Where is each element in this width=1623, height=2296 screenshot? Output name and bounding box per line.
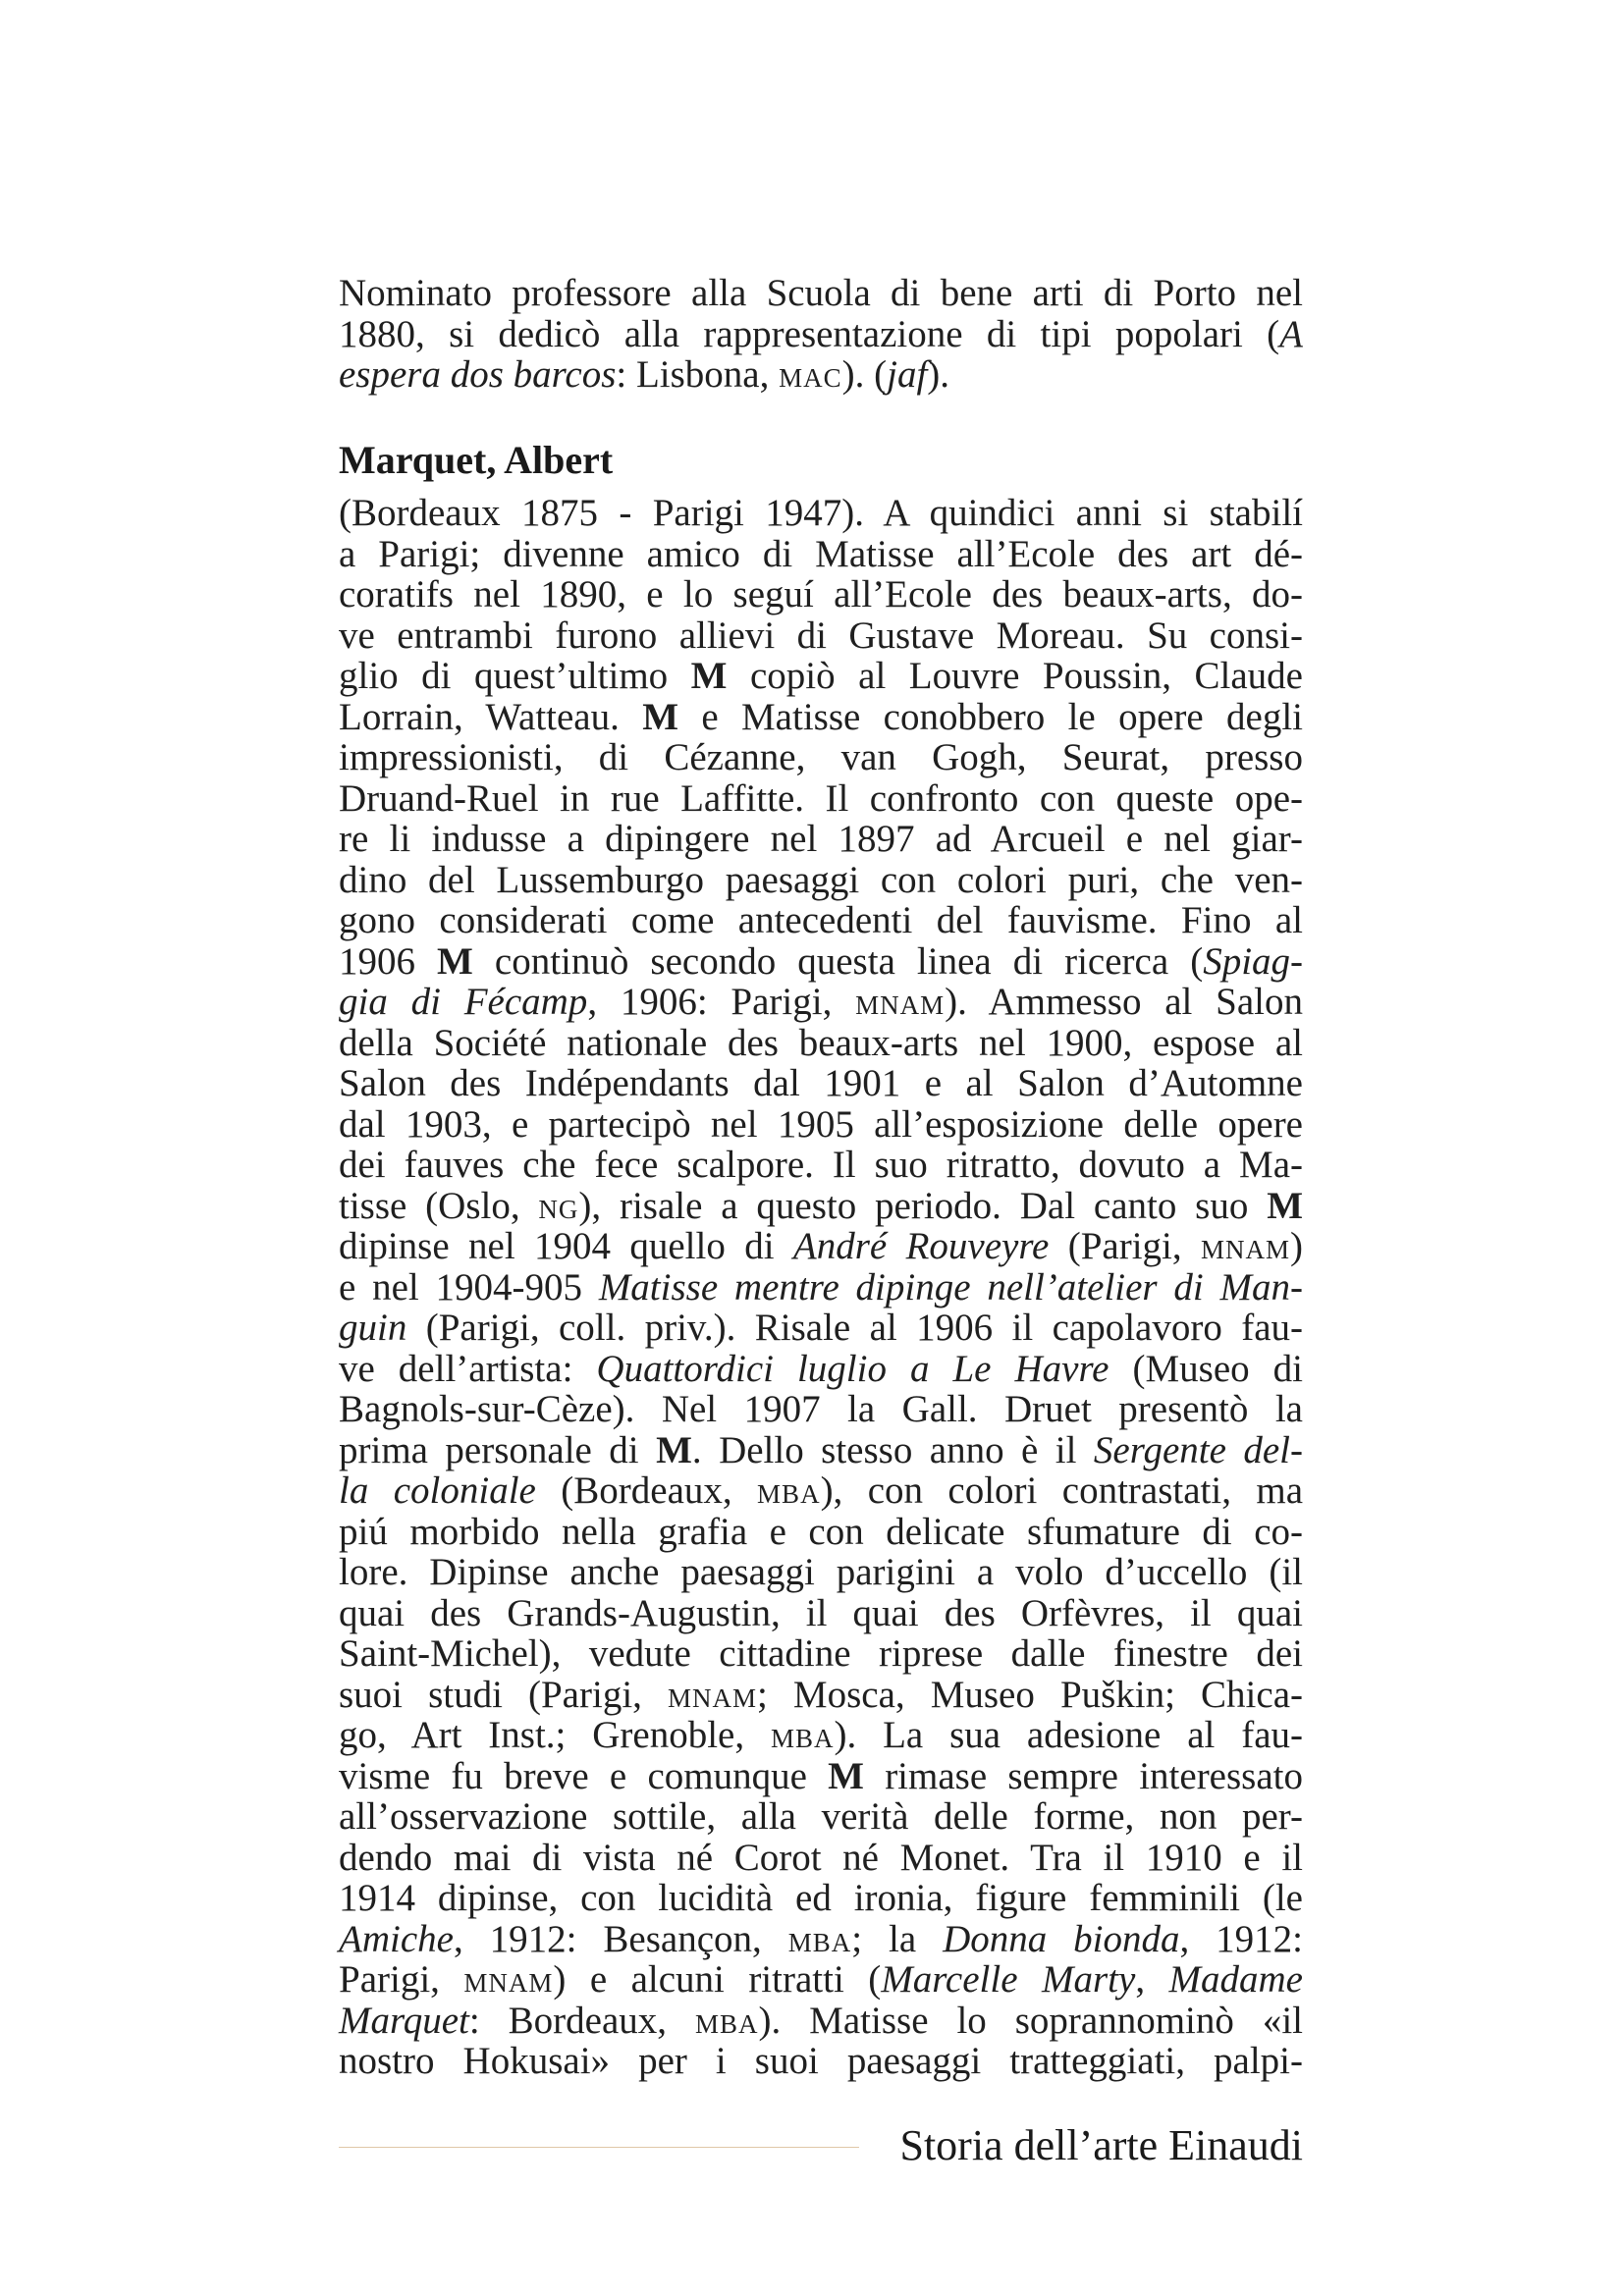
text-line: re li indusse a dipingere nel 1897 ad Arcueil e nel giar- [339,818,1303,860]
text-line: visme fu breve e comunque M rimase sempre interessato [339,1754,1303,1797]
text-line: suoi studi (Parigi, MNAM; Mosca, Museo Puškin; Chica- [339,1673,1304,1716]
text-line: Marquet: Bordeaux, MBA). Matisse lo soprannominò «il [339,1999,1303,2042]
text-line: 1906 M continuò secondo questa linea di ricerca (Spiag- [339,939,1304,983]
text-line: glio di quest’ultimo M copiò al Louvre Poussin, Claude [339,655,1303,697]
text-line: gia di Fécamp, 1906: Parigi, MNAM). Ammesso al Salon [339,981,1303,1023]
text-line: lore. Dipinse anche paesaggi parigini a volo d’uccello (il [339,1551,1303,1593]
text-line: Druand-Ruel in rue Laffitte. Il confronto con queste ope- [339,776,1303,820]
text-line: impressionisti, di Cézanne, van Gogh, Seurat, presso [339,736,1303,778]
text-line: Lorrain, Watteau. M e Matisse conobbero le opere degli [339,695,1303,738]
text-line: go, Art Inst.; Grenoble, MBA). La sua adesione al fau- [339,1714,1304,1756]
footer-publisher: Storia dell’arte Einaudi [899,2121,1303,2169]
text-line: quai des Grands-Augustin, il quai des Orfèvres, il quai [339,1591,1303,1634]
text-line: ve entrambi furono allievi di Gustave Moreau. Su consi- [339,614,1303,657]
text-line: prima personale di M. Dello stesso anno è il Sergente del- [339,1428,1303,1471]
text-line: la coloniale (Bordeaux, MBA), con colori contrastati, ma [339,1469,1304,1512]
text-line: dendo mai di vista né Corot né Monet. Tra il 1910 e il [339,1836,1303,1879]
text-line: dipinse nel 1904 quello di André Rouveyre (Parigi, MNAM) [339,1225,1303,1267]
text-line: gono considerati come antecedenti del fauvisme. Fino al [339,899,1303,941]
text-line: 1914 dipinse, con lucidità ed ironia, figure femminili (le [339,1877,1303,1919]
text-line: guin (Parigi, coll. priv.). Risale al 1906 il capolavoro fau- [339,1307,1303,1349]
text-line: Salon des Indépendants dal 1901 e al Salon d’Automne [339,1062,1303,1104]
text-line: e nel 1904-905 Matisse mentre dipinge nell’atelier di Man- [339,1265,1303,1308]
text-line: Nominato professore alla Scuola di bene arti di Porto nel [339,272,1303,314]
text-line: della Société nationale des beaux-arts nel 1900, espose al [339,1021,1303,1064]
text-line: piú morbido nella grafia e con delicate sfumature di co- [339,1510,1303,1553]
text-line: coratifs nel 1890, e lo seguí all’Ecole des beaux-arts, do- [339,573,1303,615]
text-line: Saint-Michel), vedute cittadine riprese dalle finestre dei [339,1632,1303,1675]
text-line: Bagnols-sur-Cèze). Nel 1907 la Gall. Druet presentò la [339,1388,1303,1430]
text-line: Parigi, MNAM) e alcuni ritratti (Marcelle Marty, Madame [339,1958,1303,2001]
text-line: tisse (Oslo, NG), risale a questo periodo. Dal canto suo M [339,1184,1303,1227]
footer-divider [339,2147,859,2148]
text-line: dal 1903, e partecipò nel 1905 all’esposizione delle opere [339,1102,1303,1146]
text-line: Amiche, 1912: Besançon, MBA; la Donna bionda, 1912: [339,1917,1304,1960]
text-line: espera dos barcos: Lisbona, MAC). (jaf). [339,353,950,396]
text-line: 1880, si dedicò alla rappresentazione di tipi popolari (A [339,312,1303,355]
text-line: dei fauves che fece scalpore. Il suo ritratto, dovuto a Ma- [339,1144,1303,1186]
text-line: (Bordeaux 1875 - Parigi 1947). A quindici anni si stabilí [339,492,1303,534]
text-line: nostro Hokusai» per i suoi paesaggi tratteggiati, palpi- [339,2040,1303,2082]
text-line: a Parigi; divenne amico di Matisse all’Ecole des art dé- [339,532,1303,575]
text-line: all’osservazione sottile, alla verità delle forme, non per- [339,1795,1303,1838]
entry-body [339,493,1303,2082]
text-line: dino del Lussemburgo paesaggi con colori puri, che ven- [339,858,1303,901]
intro-paragraph [339,273,1303,396]
text-line: ve dell’artista: Quattordici luglio a Le Havre (Museo di [339,1347,1303,1390]
entry-title: Marquet, Albert [339,438,614,482]
